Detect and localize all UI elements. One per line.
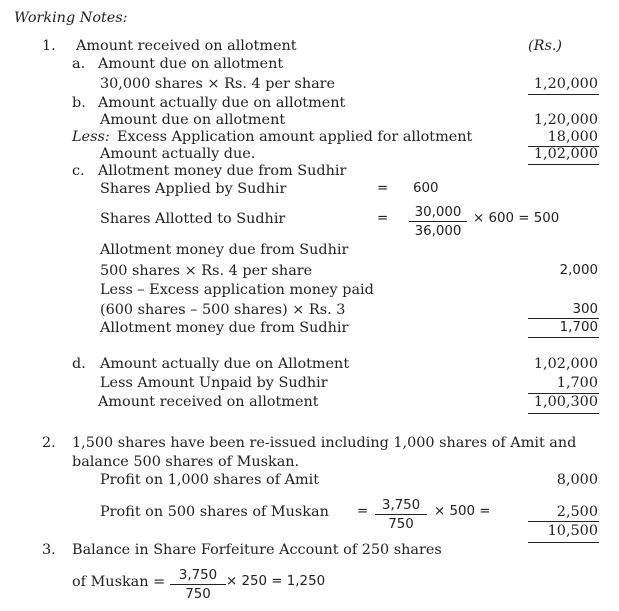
note1d-line3: Amount received on allotment bbox=[98, 394, 319, 410]
fraction-denominator: 750 bbox=[185, 587, 211, 603]
note2-text2: balance 500 shares of Muskan. bbox=[72, 454, 300, 470]
paren-line: (600 shares – 500 shares) × Rs. 3 bbox=[100, 302, 346, 318]
fraction-bar bbox=[409, 221, 467, 222]
muskan-profit-amount: 2,500 bbox=[556, 504, 598, 520]
note1a-label: a. bbox=[72, 56, 86, 72]
fraction-bar bbox=[375, 514, 427, 515]
note1d-amount2: 1,700 bbox=[556, 375, 598, 391]
note2-total: 10,500 bbox=[547, 523, 598, 539]
applied-value: 600 bbox=[413, 181, 439, 196]
note1c-label: c. bbox=[72, 163, 85, 179]
note1b-less-text: Excess Application amount applied for allotment bbox=[117, 129, 473, 145]
allotted-label: Shares Allotted to Sudhir bbox=[100, 211, 286, 227]
amit-profit-label: Profit on 1,000 shares of Amit bbox=[100, 472, 320, 488]
note1c-rule-bottom bbox=[528, 337, 599, 338]
note1d-line2: Less Amount Unpaid by Sudhir bbox=[100, 375, 328, 391]
applied-label: Shares Applied by Sudhir bbox=[100, 181, 287, 197]
allotment-due-final: Allotment money due from Sudhir bbox=[100, 320, 349, 336]
notes-title: Working Notes: bbox=[14, 10, 128, 26]
line-due-heading: Allotment money due from Sudhir bbox=[100, 242, 349, 258]
note1d-amount1: 1,02,000 bbox=[533, 356, 598, 372]
note3-text: Balance in Share Forfeiture Account of 250 shares bbox=[72, 542, 442, 558]
note2-text1: 1,500 shares have been re-issued including 1,000 shares of Amit and bbox=[72, 435, 577, 451]
note1b-label: b. bbox=[72, 95, 86, 111]
note1b-line1: Amount due on allotment bbox=[100, 112, 286, 128]
currency-header: (Rs.) bbox=[528, 38, 563, 54]
less-excess-line: Less – Excess application money paid bbox=[100, 282, 374, 298]
note1-number: 1. bbox=[42, 38, 56, 54]
note2-number: 2. bbox=[42, 435, 56, 451]
note1a-heading: Amount due on allotment bbox=[98, 56, 284, 72]
amount-2000: 2,000 bbox=[559, 263, 598, 278]
note1b-less-prefix: Less: bbox=[72, 129, 110, 145]
muskan-rest: × 500 = bbox=[434, 504, 491, 519]
forfeiture-fraction bbox=[170, 569, 226, 602]
note3-number: 3. bbox=[42, 542, 56, 558]
note1d-line1: Amount actually due on Allotment bbox=[100, 356, 350, 372]
fraction-bar bbox=[170, 584, 226, 585]
note1d-label: d. bbox=[72, 356, 86, 372]
allotted-equals: = bbox=[377, 211, 389, 226]
note1a-line: 30,000 shares × Rs. 4 per share bbox=[100, 76, 336, 92]
note1b-rule-bottom bbox=[528, 164, 599, 165]
amit-profit-amount: 8,000 bbox=[556, 472, 598, 488]
note2-rule-bottom bbox=[528, 542, 599, 543]
note1b-amount3: 1,02,000 bbox=[533, 146, 598, 162]
note1d-amount3: 1,00,300 bbox=[533, 394, 598, 410]
note1-heading: Amount received on allotment bbox=[76, 38, 297, 54]
note1c-heading: Allotment money due from Sudhir bbox=[98, 163, 347, 179]
muskan-equals: = bbox=[357, 504, 369, 519]
fraction-denominator: 36,000 bbox=[414, 224, 462, 240]
note3-rest: × 250 = 1,250 bbox=[226, 574, 326, 589]
allotment-ratio-fraction bbox=[409, 206, 467, 239]
note2-rule-top bbox=[528, 521, 599, 522]
muskan-profit-fraction bbox=[375, 499, 427, 532]
note1b-amount1: 1,20,000 bbox=[533, 112, 598, 128]
note1b-heading: Amount actually due on allotment bbox=[98, 95, 346, 111]
fraction-numerator: 3,750 bbox=[178, 568, 218, 583]
note1c-rule-top bbox=[528, 318, 599, 319]
note1b-amount2: 18,000 bbox=[547, 129, 598, 145]
note1d-rule-bottom bbox=[528, 413, 599, 414]
note1b-line3: Amount actually due. bbox=[100, 146, 256, 162]
amount-300: 300 bbox=[572, 302, 598, 317]
note1a-amount: 1,20,000 bbox=[533, 76, 598, 92]
allotted-rest: × 600 = 500 bbox=[473, 211, 560, 226]
note3-prefix: of Muskan = bbox=[72, 574, 166, 590]
note1a-underline bbox=[528, 94, 599, 95]
fraction-denominator: 750 bbox=[388, 517, 414, 533]
fraction-numerator: 30,000 bbox=[414, 205, 462, 220]
applied-equals: = bbox=[377, 181, 389, 196]
line-500-shares: 500 shares × Rs. 4 per share bbox=[100, 263, 313, 279]
fraction-numerator: 3,750 bbox=[381, 498, 421, 513]
amount-1700: 1,700 bbox=[559, 320, 598, 335]
muskan-profit-label: Profit on 500 shares of Muskan bbox=[100, 504, 329, 520]
